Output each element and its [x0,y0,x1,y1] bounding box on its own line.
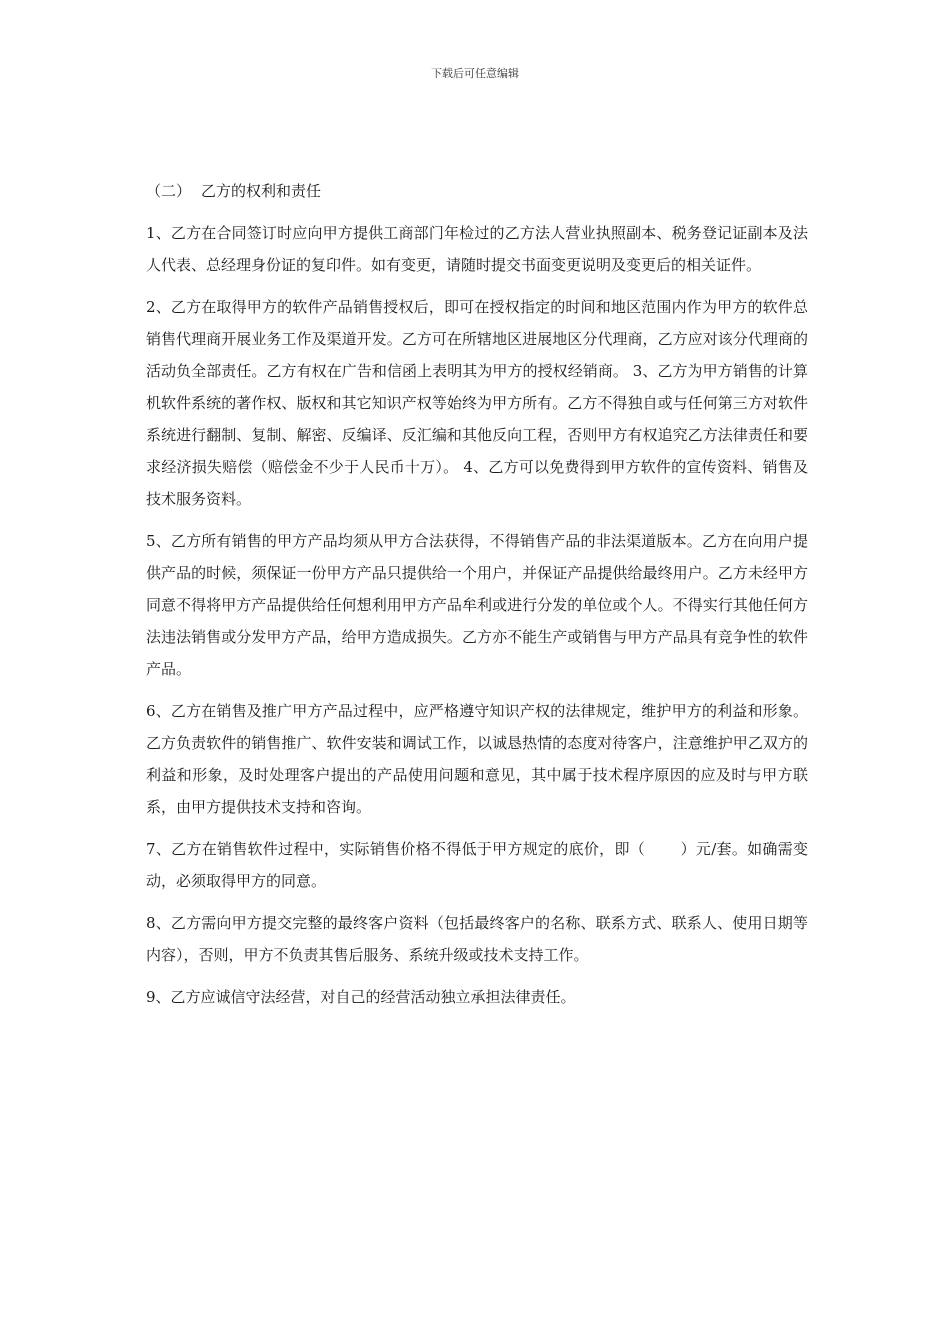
section-number: （二） [146,182,192,200]
section-heading [146,175,808,207]
document-body [146,175,808,1023]
paragraph-5: 5、乙方所有销售的甲方产品均须从甲方合法获得，不得销售产品的非法渠道版本。乙方在向用户提供产品的时候，须保证一份甲方产品只提供给一个用户，并保证产品提供给最终用户。乙方未经甲方同意不得将甲方产品提供给任何想利用甲方产品牟利或进行分发的单位或个人。不得实行其他任何方法违法销售或分发甲方产品，给甲方造成损失。乙方亦不能生产或销售与甲方产品具有竞争性的软件产品。 [146,532,808,678]
paragraph-7: 7、乙方在销售软件过程中，实际销售价格不得低于甲方规定的底价，即（ ）元/套。如确需变动，必须取得甲方的同意。 [146,840,808,890]
paragraph-9: 9、乙方应诚信守法经营，对自己的经营活动独立承担法律责任。 [146,988,576,1006]
paragraph-6: 6、乙方在销售及推广甲方产品过程中，应严格遵守知识产权的法律规定，维护甲方的利益和形象。乙方负责软件的销售推广、软件安装和调试工作，以诚恳热情的态度对待客户，注意维护甲乙双方的利益和形象，及时处理客户提出的产品使用问题和意见，其中属于技术程序原因的应及时与甲方联系，由甲方提供技术支持和咨询。 [146,702,808,816]
paragraph-8: 8、乙方需向甲方提交完整的最终客户资料（包括最终客户的名称、联系方式、联系人、使用日期等内容），否则，甲方不负责其售后服务、系统升级或技术支持工作。 [146,914,808,964]
section-title: 乙方的权利和责任 [201,182,322,200]
paragraph-1: 1、乙方在合同签订时应向甲方提供工商部门年检过的乙方法人营业执照副本、税务登记证副本及法人代表、总经理身份证的复印件。如有变更，请随时提交书面变更说明及变更后的相关证件。 [146,224,808,274]
paragraph-2: 2、乙方在取得甲方的软件产品销售授权后，即可在授权指定的时间和地区范围内作为甲方的软件总销售代理商开展业务工作及渠道开发。乙方可在所辖地区进展地区分代理商，乙方应对该分代理商的活动负全部责任。乙方有权在广告和信函上表明其为甲方的授权经销商。 3、乙方为甲方销售的计算机软件系统的著作权、版权和其它知识产权等始终为甲方所有。乙方不得独自或与任何第三方对软件系统进行翻制、复制、解密、反编译、反汇编和其他反向工程，否则甲方有权追究乙方法律责任和要求经济损失赔偿（赔偿金不少于人民币十万）。 4、乙方可以免费得到甲方软件的宣传资料、销售及技术服务资料。 [146,298,808,508]
page-header: 下载后可任意编辑 [431,67,519,80]
